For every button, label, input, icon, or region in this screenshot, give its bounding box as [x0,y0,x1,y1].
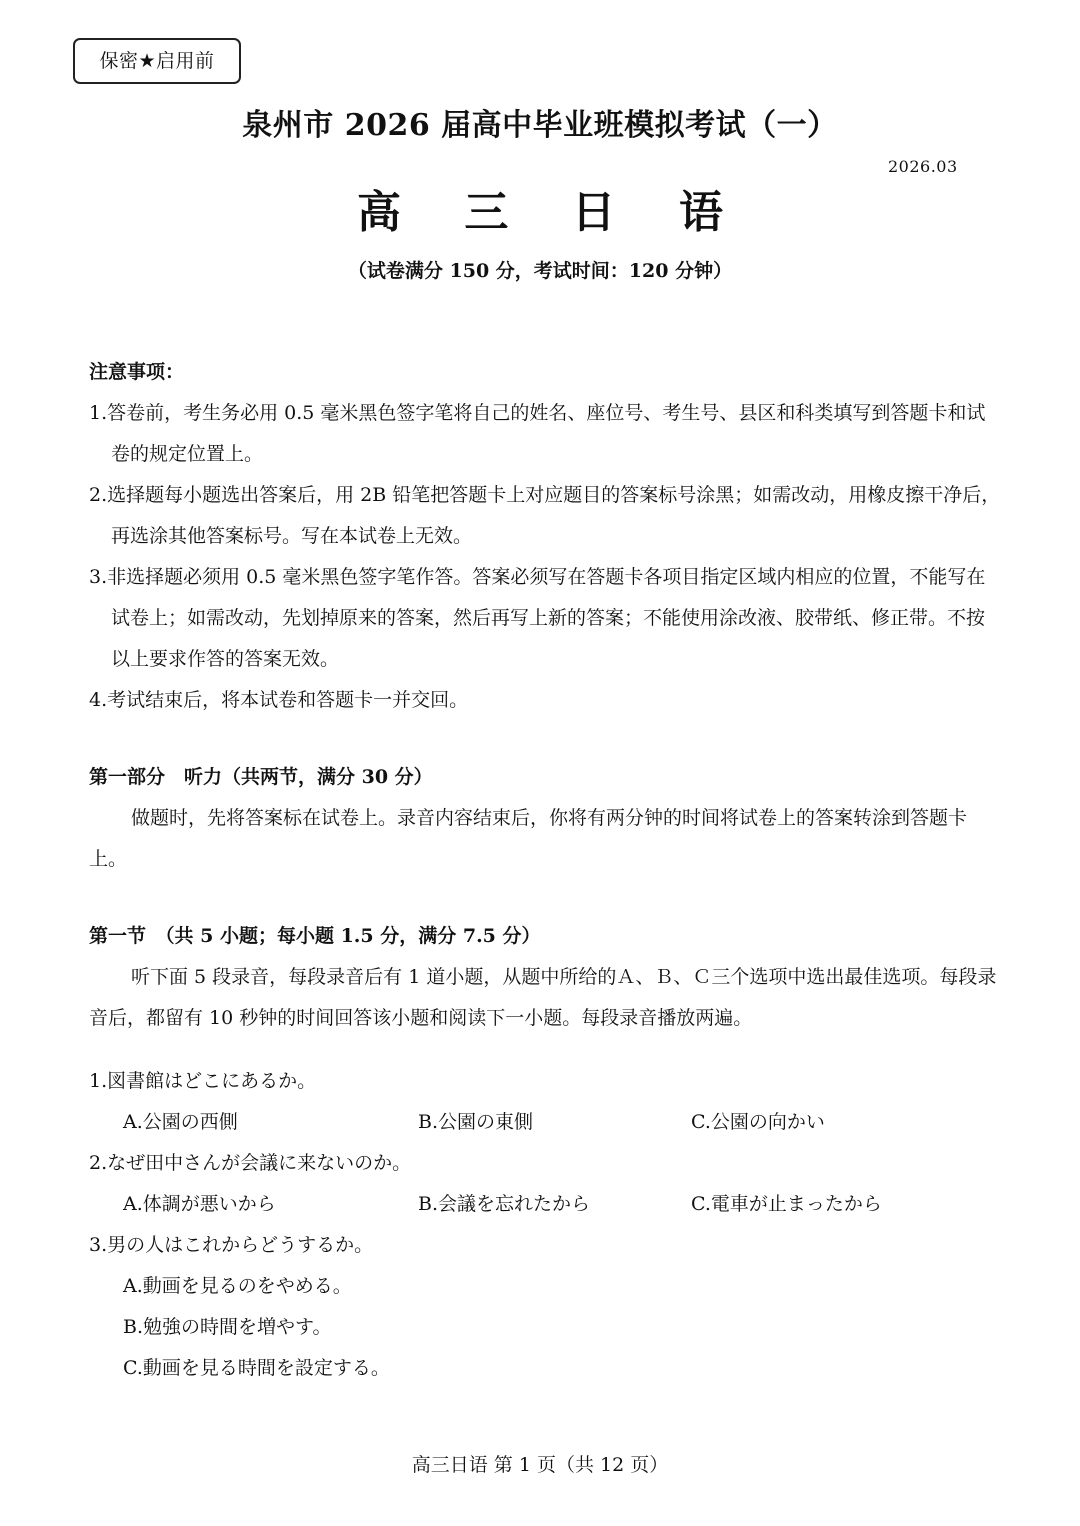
question-2 [89,1143,1001,1225]
page-footer: 高三日语 第 1 页（共 12 页） [411,1454,669,1476]
option-b: B.勉強の時間を増やす。 [123,1316,332,1338]
question-options [89,1102,1001,1143]
page-content [89,352,1001,1389]
question-text: 1.図書館はどこにあるか。 [89,1070,317,1092]
notice-item: 1.答卷前，考生务必用 0.5 毫米黑色签字笔将自己的姓名、座位号、考生号、县区和科类填写到答题卡和试卷的规定位置上。 [89,402,986,465]
option-a: A.公園の西側 [123,1111,238,1133]
question-3 [89,1225,1001,1389]
section1-heading: 第一节 （共 5 小题；每小题 1.5 分，满分 7.5 分） [89,925,541,947]
confidential-label: 保密★启用前 [73,38,241,84]
exam-info: （试卷满分 150 分，考试时间：120 分钟） [347,260,733,282]
exam-date: 2026.03 [888,157,958,176]
option-b: B.公園の東側 [418,1111,534,1133]
option-c: C.公園の向かい [691,1111,825,1133]
question-text: 3.男の人はこれからどうするか。 [89,1234,374,1256]
part1-instruction: 做题时，先将答案标在试卷上。录音内容结束后，你将有两分钟的时间将试卷上的答案转涂到答题卡上。 [89,807,968,870]
part1-heading: 第一部分 听力（共两节，满分 30 分） [89,766,433,788]
question-options [89,1184,1001,1225]
exam-title: 泉州市 2026 届高中毕业班模拟考试（一） [242,108,838,143]
question-text: 2.なぜ田中さんが会議に来ないのか。 [89,1152,412,1174]
option-c: C.動画を見る時間を設定する。 [123,1357,390,1379]
notices-heading: 注意事项： [89,361,185,383]
question-1 [89,1061,1001,1143]
option-a: A.体調が悪いから [123,1193,276,1215]
option-c: C.電車が止まったから [691,1193,882,1215]
option-a: A.動画を見るのをやめる。 [123,1275,352,1297]
notice-item: 3.非选择题必须用 0.5 毫米黑色签字笔作答。答案必须写在答题卡各项目指定区域内相应的位置，不能写在试卷上；如需改动，先划掉原来的答案，然后再写上新的答案；不能使用涂改液、胶带纸、修正带。不按以上要求作答的答案无效。 [89,566,986,670]
section1-instruction: 听下面 5 段录音，每段录音后有 1 道小题，从题中所给的Ａ、Ｂ、Ｃ三个选项中选出最佳选项。每段录音后，都留有 10 秒钟的时间回答该小题和阅读下一小题。每段录音播放两遍。 [89,966,997,1029]
notice-item: 2.选择题每小题选出答案后，用 2B 铅笔把答题卡上对应题目的答案标号涂黑；如需改动，用橡皮擦干净后，再选涂其他答案标号。写在本试卷上无效。 [89,484,1001,547]
subject-title: 高 三 日 语 [357,187,747,238]
notice-item: 4.考试结束后，将本试卷和答题卡一并交回。 [89,689,469,711]
option-b: B.会議を忘れたから [418,1193,591,1215]
